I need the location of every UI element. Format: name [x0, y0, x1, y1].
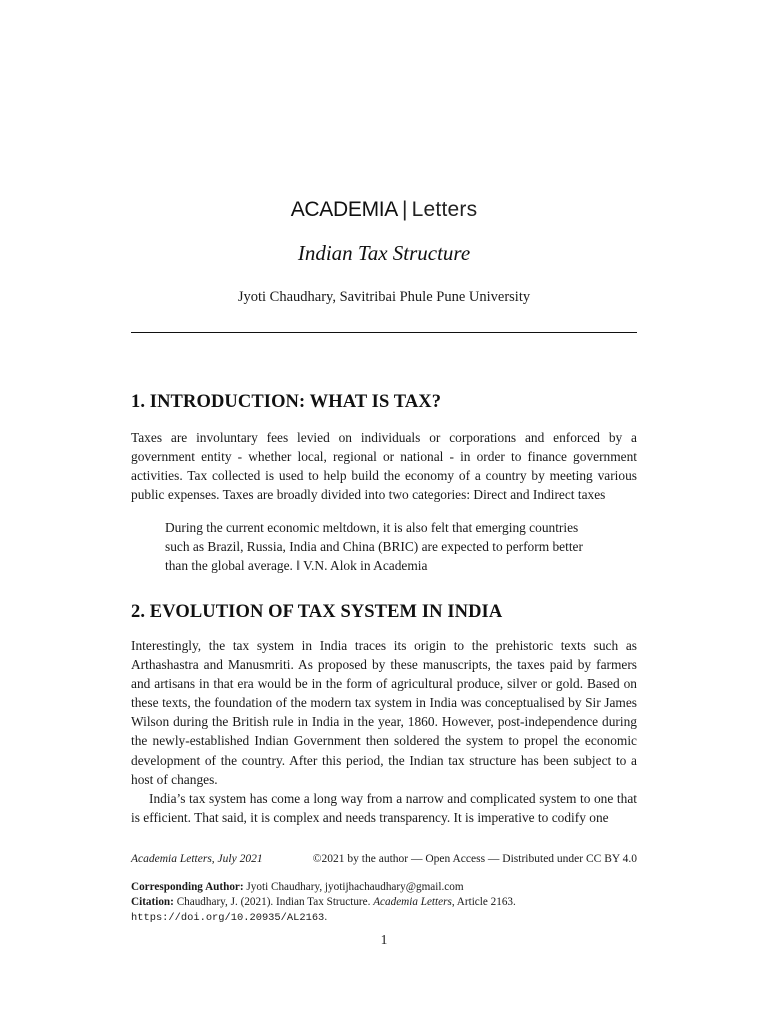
corresponding-author-line: [131, 880, 637, 895]
journal-section: Letters: [411, 198, 478, 221]
footer-journal: Academia Letters, July 2021: [131, 853, 263, 865]
author-line: Jyoti Chaudhary, Savitribai Phule Pune University: [237, 289, 531, 305]
footer-license: ©2021 by the author — Open Access — Distributed under CC BY 4.0: [312, 853, 637, 865]
doi-link[interactable]: https://doi.org/10.20935/AL2163: [131, 912, 325, 924]
corresponding-author-label: Corresponding Author:: [131, 881, 244, 893]
doi-suffix: .: [324, 911, 328, 923]
body-paragraph: India’s tax system has come a long way from a narrow and complicated system to one that is efficient. That said, it is complex and needs transparency. It is imperative to codify one: [131, 790, 637, 825]
section-heading: 1. INTRODUCTION: WHAT IS TAX?: [131, 392, 442, 412]
title-rule: [131, 332, 637, 333]
doi-line: [131, 910, 637, 926]
citation-label: Citation:: [131, 896, 174, 908]
page-number: 1: [380, 932, 388, 947]
section-heading: 2. EVOLUTION OF TAX SYSTEM IN INDIA: [131, 602, 503, 622]
section-heading-introduction: [131, 392, 637, 413]
journal-brand: ACADEMIA: [290, 198, 399, 221]
footer-journal-line: [131, 853, 637, 865]
footer-meta: [131, 880, 637, 926]
citation-prefix: Chaudhary, J. (2021). Indian Tax Structure.: [176, 896, 371, 908]
citation-journal: Academia Letters: [373, 896, 452, 908]
intro-paragraph-block: [131, 428, 637, 504]
paper-title: Indian Tax Structure: [297, 241, 471, 265]
citation-line: [131, 895, 637, 910]
evolution-paragraph-block: [131, 636, 637, 827]
corresponding-author-value: Jyoti Chaudhary, jyotijhachaudhary@gmail.com: [246, 881, 464, 893]
quote-text: During the current economic meltdown, it is also felt that emerging countries such as Brazil, Russia, India and China (BRIC) are expected to perform better than the global average. ‖ V.N. Alok in Academia: [165, 520, 583, 574]
body-paragraph: Taxes are involuntary fees levied on individuals or corporations and enforced by a government entity - whether local, regional or national - in order to finance government activities. Tax collected is used to help build the economy of a country by meeting various public expenses. Taxes are broadly divided into two categories: Direct and Indirect taxes: [131, 430, 637, 503]
body-paragraph: Interestingly, the tax system in India traces its origin to the prehistoric texts such as Arthashastra and Manusmriti. As proposed by these manuscripts, the taxes paid by farmers and artisans in that era would be in the form of agricultural produce, silver or gold. Based on these texts, the foundation of the modern tax system in India was conceptualised by Sir James Wilson during the British rule in India in the year, 1860. However, post-independence during the newly-established Indian Government then soldered the system to propel the economic development of the country. After this period, the Indian tax structure has been subject to a host of changes.: [131, 638, 637, 787]
masthead-separator: |: [402, 198, 408, 221]
citation-suffix: , Article 2163.: [451, 896, 516, 908]
journal-masthead: [0, 198, 768, 222]
block-quote: [165, 518, 605, 575]
section-heading-evolution: [131, 602, 637, 623]
